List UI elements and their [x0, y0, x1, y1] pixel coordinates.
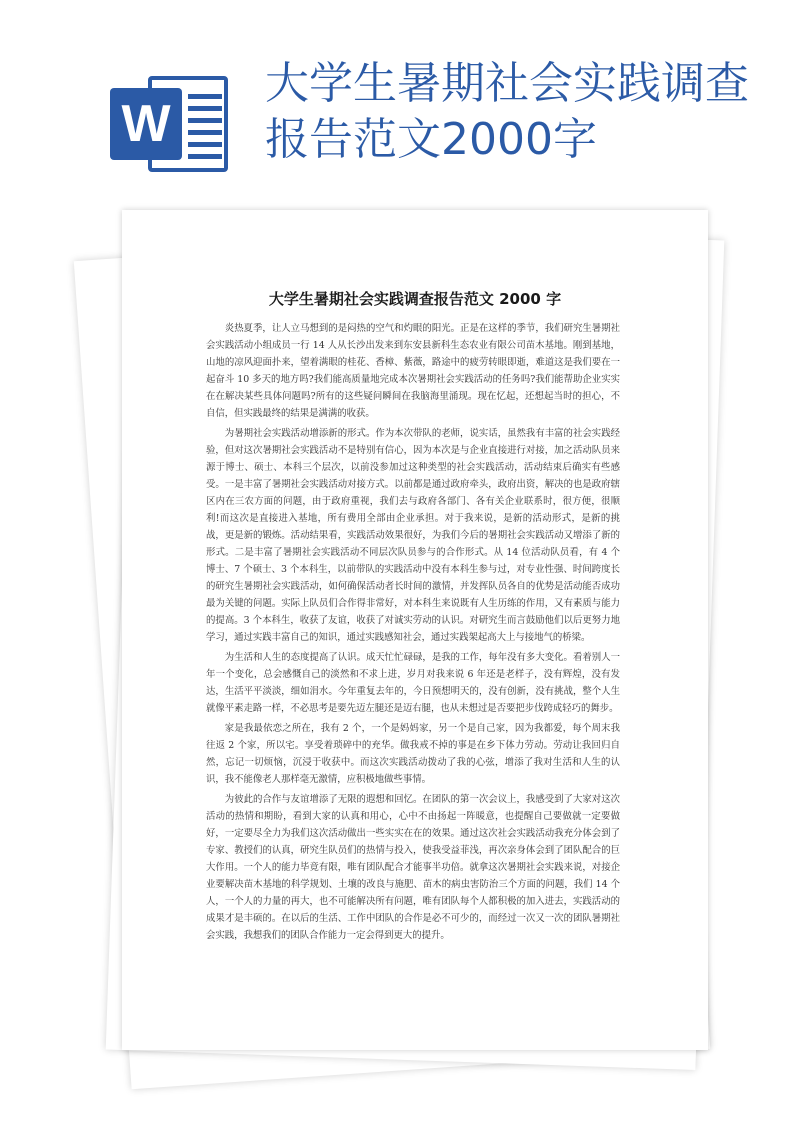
paragraph: 为生活和人生的态度提高了认识。成天忙忙碌碌，是我的工作，每年没有多大变化。看着别人一年一个变化，总会感慨自己的淡然和不求上进，岁月对我来说 6 年还是老样子，没有辉煌，没有发达，生活平平淡淡，细如涓水。今年重复去年的，今日预想明天的，没有创新，没有挑战，整个人生就像平素走路一样，不必思考是要先迈左腿还是迈右腿，也从未想过是否要把步伐跨成轻巧的舞步。 — [206, 652, 620, 714]
document-body — [206, 320, 620, 947]
paragraph: 炎热夏季，让人立马想到的是闷热的空气和灼眼的阳光。正是在这样的季节，我们研究生暑期社会实践活动小组成员一行 14 人从长沙出发来到东安县新科生态农业有限公司苗木基地。刚到基地，山地的凉风迎面扑来，望着满眼的桂花、香樟、紫薇，路途中的疲劳转眼即逝，难道这是我们要在一起奋斗 10 多天的地方吗?我们能高质量地完成本次暑期社会实践活动的任务吗?我们能帮助企业实实在在解决某些具体问题吗?所有的这些疑问瞬间在我脑海里涌现。现在忆起，还想起当时的担心，不自信，但实践最终的结果是满满的收获。 — [206, 323, 620, 419]
paragraph: 家是我最依恋之所在，我有 2 个，一个是妈妈家，另一个是自己家，因为我都爱，每个周末我往返 2 个家，所以宅。享受着琐碎中的充华。做我戒不掉的事是在乡下体力劳动。劳动让我回归自然，忘记一切烦恼，沉浸于收获中。而这次实践活动拨动了我的心弦，增添了我对生活和人生的认识，我不能像老人那样毫无激情，应积极地做些事情。 — [206, 723, 620, 785]
document-page — [122, 210, 708, 1050]
paragraph: 为暑期社会实践活动增添新的形式。作为本次带队的老师，说实话，虽然我有丰富的社会实践经验，但对这次暑期社会实践活动不是特别有信心，因为本次是与企业直接进行对接，加之活动队员来源于博士、硕士、本科三个层次，以前没参加过这种类型的社会实践活动，活动结束后确实有些感受。一是丰富了暑期社会实践活动对接方式。以前都是通过政府牵头，政府出资，解决的也是政府辖区内在三农方面的问题，由于政府重视，我们去与政府各部门、各有关企业联系时，很方便，很顺利!而这次是直接进入基地，所有费用全部由企业承担。对于我来说，是新的活动形式，是新的挑战，更是新的锻炼。活动结果看，实践活动效果很好，为我们今后的暑期社会实践活动又增添了新的形式。二是丰富了暑期社会实践活动不同层次队员参与的合作形式。从 14 位活动队员看，有 4 个博士、7 个硕士、3 个本科生，以前带队的实践活动中没有本科生参与过，对专业性强、时间跨度长的研究生暑期社会实践活动，如何确保活动者长时间的激情，并发挥队员各自的优势是活动能否成功最为关键的问题。实际上队员们合作得非常好，对本科生来说既有人生历练的作用，又有素质与能力的提高。3 个本科生，收获了友谊，收获了对诚实劳动的认识。对研究生而言鼓励他们以后更努力地学习，通过实践丰富自己的知识，通过实践感知社会，通过实践架起高大上与接地气的桥梁。 — [206, 428, 620, 643]
document-title: 大学生暑期社会实践调查报告范文 2000 字 — [268, 290, 562, 308]
page-title: 大学生暑期社会实践调查报告范文2000字 — [265, 58, 749, 165]
word-icon-letter: W — [110, 88, 182, 160]
paragraph: 为彼此的合作与友谊增添了无限的遐想和回忆。在团队的第一次会议上，我感受到了大家对这次活动的热情和期盼，看到大家的认真和用心，心中不由扬起一阵暖意，也提醒自己要做就一定要做好，一定要尽全力为我们这次活动做出一些实实在在的效果。通过这次社会实践活动我充分体会到了专家、教授们的认真，研究生队员们的热情与投入，使我受益菲浅，再次亲身体会到了团队配合的巨大作用。一个人的能力毕竟有限，唯有团队配合才能事半功倍。就拿这次暑期社会实践来说，对接企业要解决苗木基地的科学规划、土壤的改良与施肥、苗木的病虫害防治三个方面的问题，我们 14 个人，一个人的力量的再大，也不可能解决所有问题，唯有团队每个人都积极的加入进去，实践活动的成果才是丰硕的。在以后的生活、工作中团队的合作是必不可少的，而经过一次又一次的团队暑期社会实践，我想我们的团队合作能力一定会得到更大的提升。 — [206, 794, 620, 941]
